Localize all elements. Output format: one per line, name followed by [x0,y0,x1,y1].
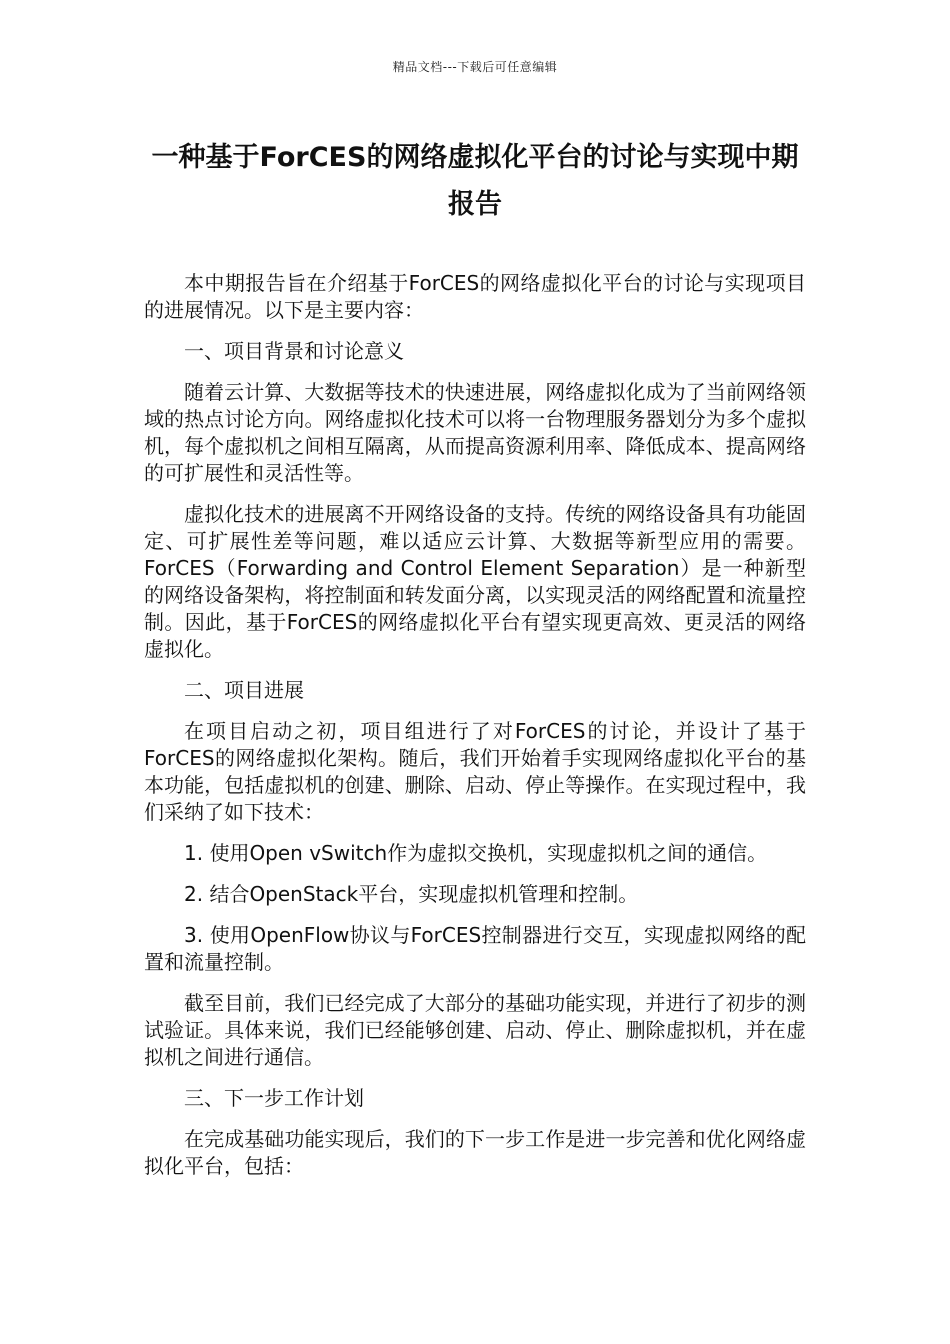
section-heading-plan: 三、下一步工作计划 [184,1086,364,1110]
paragraph-plan-1: 在完成基础功能实现后，我们的下一步工作是进一步完善和优化网络虚拟化平台，包括： [144,1127,806,1178]
paragraph-intro: 本中期报告旨在介绍基于ForCES的网络虚拟化平台的讨论与实现项目的进展情况。以下是主要内容： [144,271,806,322]
document-title: 一种基于ForCES的网络虚拟化平台的讨论与实现中期报告 [151,142,799,220]
paragraph-background-1: 随着云计算、大数据等技术的快速进展，网络虚拟化成为了当前网络领域的热点讨论方向。网络虚拟化技术可以将一台物理服务器划分为多个虚拟机，每个虚拟机之间相互隔离，从而提高资源利用率、降低成本、提高网络的可扩展性和灵活性等。 [144,380,806,485]
paragraph-background-2: 虚拟化技术的进展离不开网络设备的支持。传统的网络设备具有功能固定、可扩展性差等问题，难以适应云计算、大数据等新型应用的需要。ForCES（Forwarding and Control Element Separation）是一种新型的网络设备架构，将控制面和转发面分离，以实现灵活的网络配置和流量控制。因此，基于ForCES的网络虚拟化平台有望实现更高效、更灵活的网络虚拟化。 [144,502,806,661]
document-body [144,270,806,1194]
paragraph-progress-2: 截至目前，我们已经完成了大部分的基础功能实现，并进行了初步的测试验证。具体来说，我们已经能够创建、启动、停止、删除虚拟机，并在虚拟机之间进行通信。 [144,991,806,1069]
paragraph-progress-1: 在项目启动之初，项目组进行了对ForCES的讨论，并设计了基于ForCES的网络虚拟化架构。随后，我们开始着手实现网络虚拟化平台的基本功能，包括虚拟机的创建、删除、启动、停止等操作。在实现过程中，我们采纳了如下技术： [144,719,806,824]
list-item-2: 2. 结合OpenStack平台，实现虚拟机管理和控制。 [184,882,639,906]
list-item-1: 1. 使用Open vSwitch作为虚拟交换机，实现虚拟机之间的通信。 [184,841,768,865]
section-heading-progress: 二、项目进展 [184,678,304,702]
list-item-3: 3. 使用OpenFlow协议与ForCES控制器进行交互，实现虚拟网络的配置和流量控制。 [144,923,806,974]
section-heading-background: 一、项目背景和讨论意义 [184,339,404,363]
header-note: 精品文档---下载后可任意编辑 [392,60,558,74]
